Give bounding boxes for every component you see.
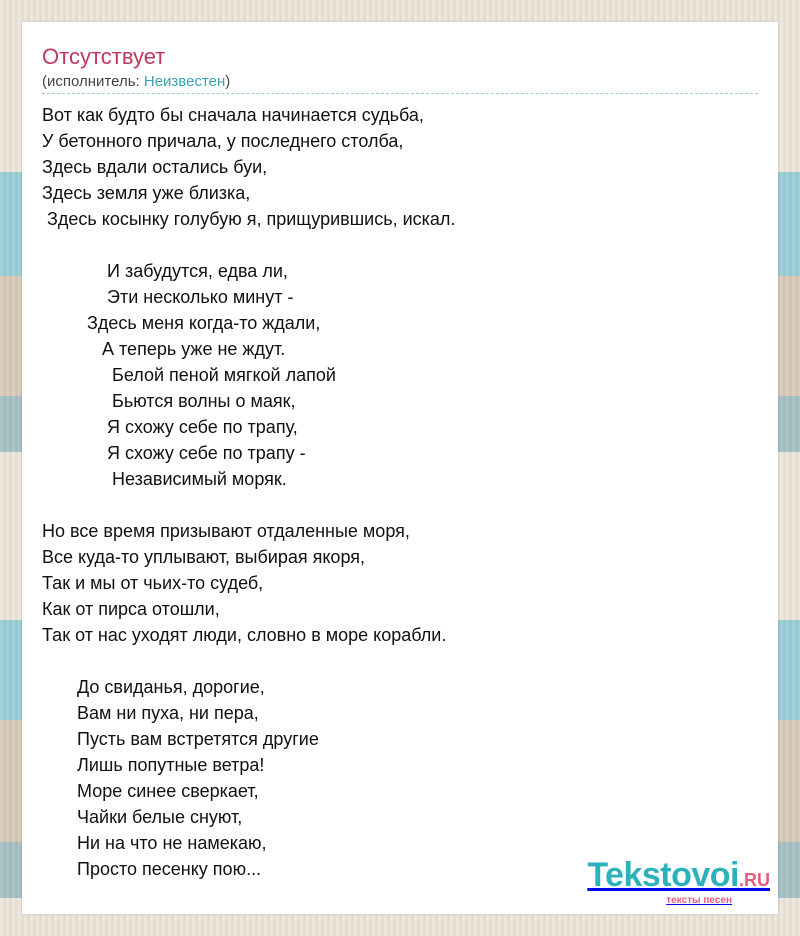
artist-prefix: (исполнитель: xyxy=(42,73,144,90)
logo-wordmark: Tekstovoi.RU xyxy=(587,856,770,894)
lyrics-text: Вот как будто бы сначала начинается судьба, У бетонного причала, у последнего столба, Здесь вдали остались буи, Здесь земля уже близка, Здесь косынку голубую я, прищурившись, искал. И забудутся, едва ли, Эти несколько минут - Здесь меня когда-то ждали, А теперь уже не ждут. Белой пеной мягкой лапой Бьются волны о маяк, Я схожу себе по трапу, Я схожу себе по трапу - Независимый моряк. Но все время призывают отдаленные моря, Все куда-то уплывают, выбирая якоря, Так и мы от чьих-то судеб, Как от пирса отошли, Так от нас уходят люди, словно в море корабли. До свиданья, дорогие, Вам ни пуха, ни пера, Пусть вам встретятся другие Лишь попутные ветра! Море синее сверкает, Чайки белые снуют, Ни на что не намекаю, Просто песенку пою... xyxy=(42,105,456,879)
artist-link[interactable]: Неизвестен xyxy=(143,73,226,90)
logo-tagline: тексты песен xyxy=(666,895,732,906)
lyrics-card xyxy=(22,22,778,914)
artist-suffix: ) xyxy=(225,73,231,90)
artist-line xyxy=(42,73,230,90)
title-divider xyxy=(42,93,758,94)
site-logo[interactable] xyxy=(587,858,770,906)
logo-domain: .RU xyxy=(739,870,770,890)
song-title: Отсутствует xyxy=(42,44,166,69)
